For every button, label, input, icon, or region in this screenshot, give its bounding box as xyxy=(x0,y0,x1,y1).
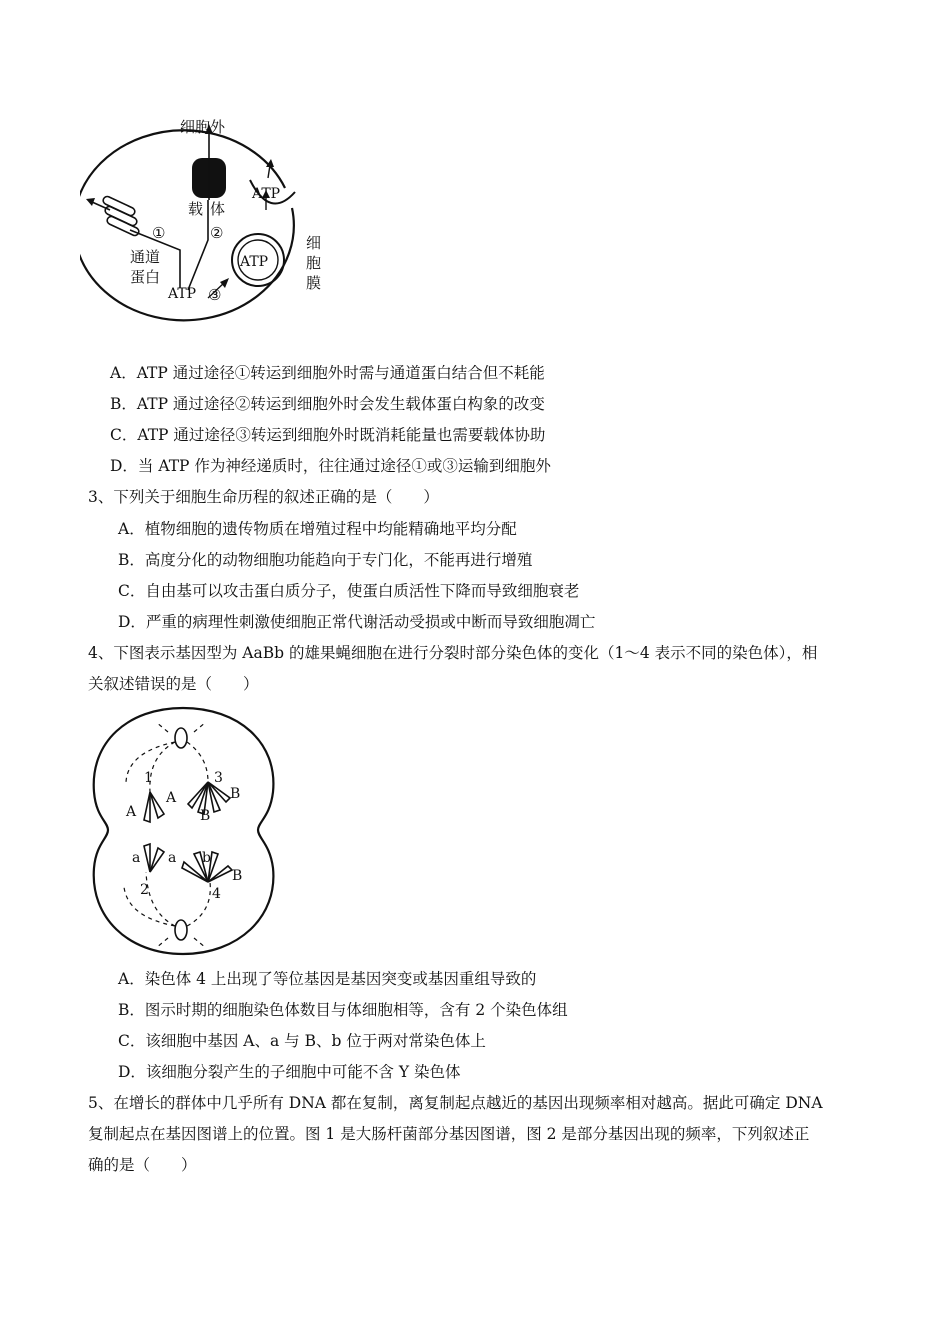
membrane-label-1: 细 xyxy=(306,234,322,252)
chrom-label-1: 1 xyxy=(144,770,153,786)
outside-label: 细胞外 xyxy=(180,118,226,136)
gene-A-right: A xyxy=(166,790,177,806)
q2-option-b: B．ATP 通过途径②转运到细胞外时会发生载体蛋白构象的改变 xyxy=(110,395,545,413)
q3-option-a: A．植物细胞的遗传物质在增殖过程中均能精确地平均分配 xyxy=(118,520,517,538)
channel-protein xyxy=(102,195,140,237)
chrom-label-2: 2 xyxy=(140,882,149,898)
cell-division-figure xyxy=(88,702,278,960)
q4-option-b: B．图示时期的细胞染色体数目与体细胞相等，含有 2 个染色体组 xyxy=(118,1001,568,1019)
gene-B-top-2: B xyxy=(200,808,211,824)
gene-a-left: a xyxy=(132,850,141,866)
carrier-label-1: 载 xyxy=(188,200,204,218)
q4-stem-line1: 4、下图表示基因型为 AaBb 的雄果蝇细胞在进行分裂时部分染色体的变化（1～4 表示不同的染色体），相 xyxy=(88,644,818,662)
channel-label-2: 蛋白 xyxy=(130,268,161,286)
q2-option-a: A．ATP 通过途径①转运到细胞外时需与通道蛋白结合但不耗能 xyxy=(110,364,545,382)
chrom-label-3: 3 xyxy=(214,770,223,786)
carrier-label-2: 体 xyxy=(210,200,226,218)
chrom-label-4: 4 xyxy=(212,886,221,902)
q2-option-c: C．ATP 通过途径③转运到细胞外时既消耗能量也需要载体协助 xyxy=(110,426,546,444)
atp-transport-figure xyxy=(80,110,350,360)
q5-line1: 5、在增长的群体中几乎所有 DNA 都在复制，离复制起点越近的基因出现频率相对越高。据此可确定 DNA xyxy=(88,1094,823,1112)
gene-A-left: A xyxy=(126,804,137,820)
membrane-label-2: 胞 xyxy=(306,254,322,272)
gene-B-bottom: B xyxy=(232,868,243,884)
atp-label-vesicle: ATP xyxy=(240,254,269,270)
gene-a-right: a xyxy=(168,850,177,866)
centrosome-top xyxy=(175,728,187,748)
route3-label: ③ xyxy=(208,286,222,304)
q5-line2: 复制起点在基因图谱上的位置。图 1 是大肠杆菌部分基因图谱，图 2 是部分基因出现的频率，下列叙述正 xyxy=(88,1125,810,1143)
route1-label: ① xyxy=(152,224,166,242)
q3-stem: 3、下列关于细胞生命历程的叙述正确的是（ ） xyxy=(88,488,439,506)
gene-b: b xyxy=(202,850,211,866)
q3-option-b: B．高度分化的动物细胞功能趋向于专门化，不能再进行增殖 xyxy=(118,551,533,569)
q2-option-d: D．当 ATP 作为神经递质时，往往通过途径①或③运输到细胞外 xyxy=(110,457,551,475)
cell-outline xyxy=(94,708,274,954)
route2-label: ② xyxy=(210,224,224,242)
q3-option-c: C．自由基可以攻击蛋白质分子，使蛋白质活性下降而导致细胞衰老 xyxy=(118,582,580,600)
membrane-label-3: 膜 xyxy=(306,274,322,292)
atp-label-top: ATP xyxy=(252,186,281,202)
centrosome-bottom xyxy=(175,920,187,940)
q4-stem-line2: 关叙述错误的是（ ） xyxy=(88,675,259,693)
q4-option-c: C．该细胞中基因 A、a 与 B、b 位于两对常染色体上 xyxy=(118,1032,486,1050)
channel-label-1: 通道 xyxy=(130,248,161,266)
q5-line3: 确的是（ ） xyxy=(88,1156,197,1174)
q3-option-d: D．严重的病理性刺激使细胞正常代谢活动受损或中断而导致细胞凋亡 xyxy=(118,613,596,631)
q4-option-a: A．染色体 4 上出现了等位基因是基因突变或基因重组导致的 xyxy=(118,970,537,988)
gene-B-top-1: B xyxy=(230,786,241,802)
atp-label-bottom: ATP xyxy=(168,286,197,302)
q4-option-d: D．该细胞分裂产生的子细胞中可能不含 Y 染色体 xyxy=(118,1063,461,1081)
